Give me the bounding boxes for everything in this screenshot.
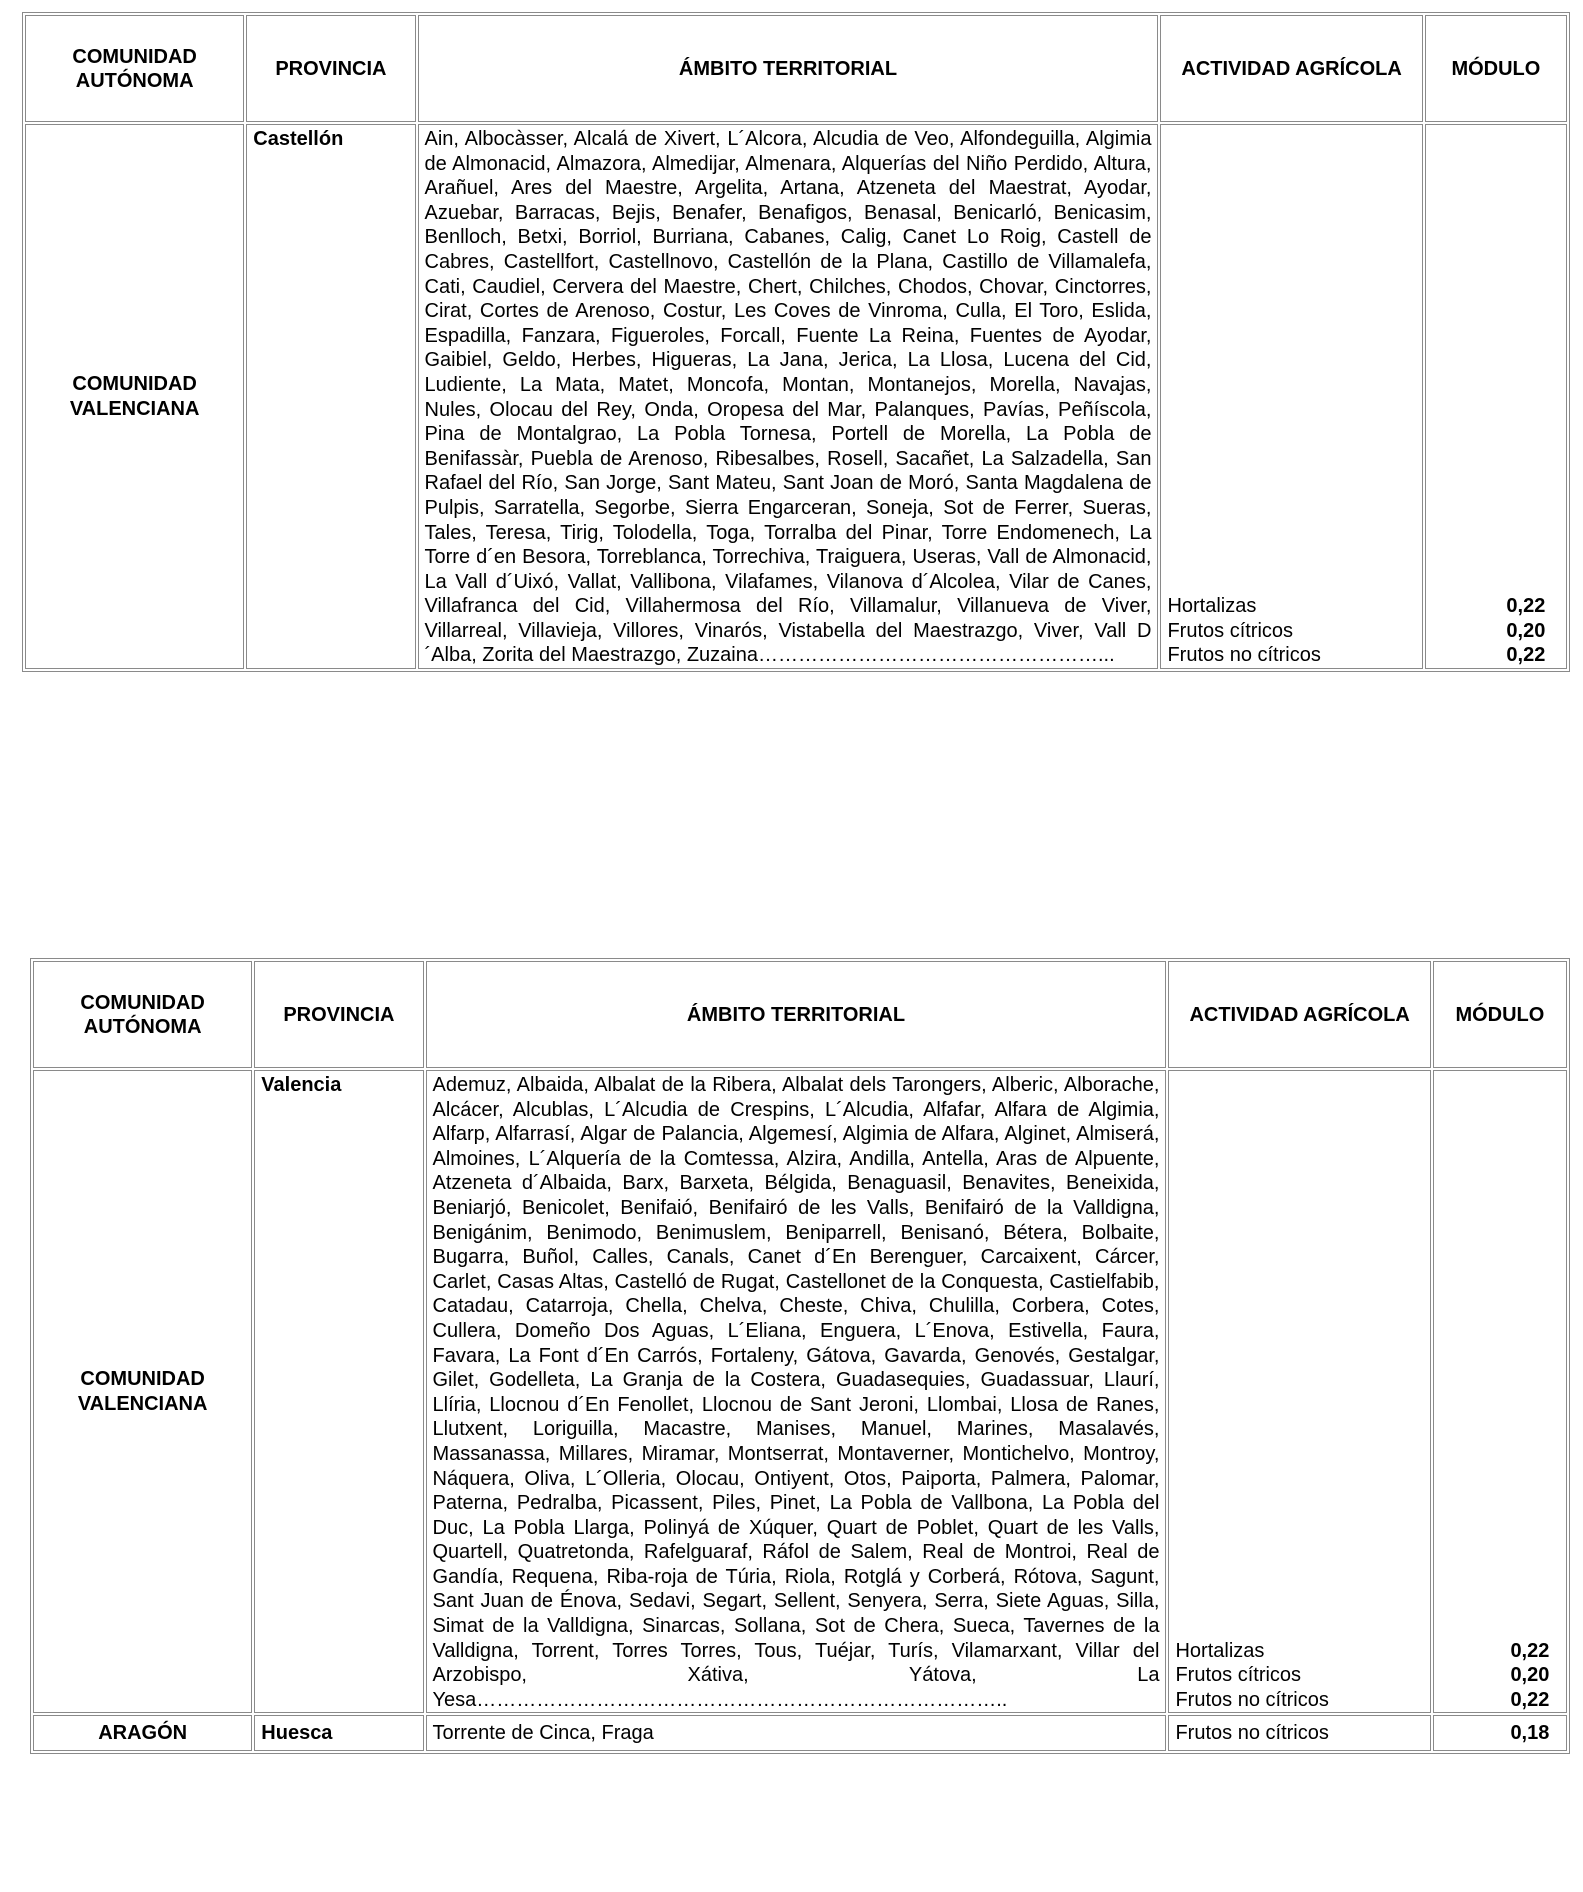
ambito-cell: Ain, Albocàsser, Alcalá de Xivert, L´Alcora, Alcudia de Veo, Alfondeguilla, Algimia de Almonacid, Almazora, Almedijar, Almenara, Alquerías del Niño Perdido, Altura, Arañuel, Ares del Maestre, Argelita, Artana, Atzeneta del Maestrat, Ayodar, Azuebar, Barracas, Bejis, Benafer, Benafigos, Benasal, Benicarló, Benicasim, Benlloch, Betxi, Borriol, Burriana, Cabanes, Calig, Canet Lo Roig, Castell de Cabres, Castellfort, Castellnovo, Castellón de la Plana, Castillo de Villamalefa, Cati, Caudiel, Cervera del Maestre, Chert, Chilches, Chodos, Chovar, Cinctorres, Cirat, Cortes de Arenoso, Costur, Les Coves de Vinroma, Culla, El Toro, Eslida, Espadilla, Fanzara, Figueroles, Forcall, Fuente La Reina, Fuentes de Ayodar, Gaibiel, Geldo, Herbes, Higueras, La Jana, Jerica, La Llosa, Lucena del Cid, Ludiente, La Mata, Matet, Moncofa, Montan, Montanejos, Morella, Navajas, Nules, Olocau del Rey, Onda, Oropesa del Mar, Palanques, Pavías, Peñíscola, Pina de Montalgrao, La Pobla Tornesa, Portell de Morella, La Pobla de Benifassàr, Puebla de Arenoso, Ribesalbes, Rosell, Sacañet, La Salzadella, San Rafael del Río, San Jorge, Sant Mateu, Sant Joan de Moró, Santa Magdalena de Pulpis, Sarratella, Segorbe, Sierra Engarceran, Soneja, Sot de Ferrer, Sueras, Tales, Teresa, Tirig, Tolodella, Toga, Torralba del Pinar, Torre Endomenech, La Torre d´en Besora, Torreblanca, Torrechiva, Traiguera, Useras, Vall de Almonacid, La Vall d´Uixó, Vallat, Vallibona, Vilafames, Vilanova d´Alcolea, Vilar de Canes, Villafranca del Cid, Villahermosa del Río, Villamalur, Villanueva de Viver, Villarreal, Villavieja, Villores, Vinarós, Vistabella del Maestrazgo, Viver, Vall D´Alba, Zorita del Maestrazgo, Zuzaina……………………………………………... bbox=[418, 124, 1159, 669]
provincia-cell: Castellón bbox=[246, 124, 415, 669]
header-actividad: ACTIVIDAD AGRÍCOLA bbox=[1160, 15, 1422, 122]
header-ambito: ÁMBITO TERRITORIAL bbox=[418, 15, 1159, 122]
header-actividad: ACTIVIDAD AGRÍCOLA bbox=[1168, 961, 1430, 1068]
modules-table-valencia bbox=[30, 958, 1570, 1754]
comunidad-cell: COMUNIDAD VALENCIANA bbox=[25, 124, 244, 669]
header-ambito: ÁMBITO TERRITORIAL bbox=[426, 961, 1167, 1068]
provincia-cell: Huesca bbox=[254, 1715, 423, 1751]
header-provincia: PROVINCIA bbox=[246, 15, 415, 122]
actividad-item: Frutos no cítricos bbox=[1175, 1688, 1329, 1711]
table-row bbox=[33, 1070, 1567, 1713]
ambito-cell: Torrente de Cinca, Fraga bbox=[426, 1715, 1167, 1751]
actividad-item: Frutos no cítricos bbox=[1167, 644, 1321, 667]
actividad-cell bbox=[1160, 124, 1422, 669]
modulo-value: 0,22 bbox=[1506, 595, 1546, 618]
modulo-value: 0,20 bbox=[1510, 1664, 1550, 1687]
modulo-cell bbox=[1433, 1070, 1567, 1713]
table-row bbox=[33, 1715, 1567, 1751]
comunidad-cell: ARAGÓN bbox=[33, 1715, 252, 1751]
header-provincia: PROVINCIA bbox=[254, 961, 423, 1068]
provincia-cell: Valencia bbox=[254, 1070, 423, 1713]
actividad-item: Hortalizas bbox=[1175, 1639, 1265, 1662]
header-modulo: MÓDULO bbox=[1433, 961, 1567, 1068]
actividad-item: Frutos cítricos bbox=[1175, 1664, 1302, 1687]
comunidad-cell: COMUNIDAD VALENCIANA bbox=[33, 1070, 252, 1713]
actividad-cell: Frutos no cítricos bbox=[1168, 1715, 1430, 1751]
modulo-value: 0,22 bbox=[1510, 1688, 1550, 1711]
actividad-cell bbox=[1168, 1070, 1430, 1713]
table-header-row bbox=[33, 961, 1567, 1068]
modulo-cell bbox=[1425, 124, 1567, 669]
modules-table-castellon bbox=[22, 12, 1570, 672]
table-header-row bbox=[25, 15, 1567, 122]
actividad-item: Hortalizas bbox=[1167, 595, 1257, 618]
modulo-value: 0,18 bbox=[1433, 1715, 1567, 1751]
table-row bbox=[25, 124, 1567, 669]
modulo-value: 0,22 bbox=[1506, 644, 1546, 667]
modulo-value: 0,22 bbox=[1510, 1639, 1550, 1662]
modulo-value: 0,20 bbox=[1506, 619, 1546, 642]
header-comunidad: COMUNIDAD AUTÓNOMA bbox=[33, 961, 252, 1068]
ambito-cell: Ademuz, Albaida, Albalat de la Ribera, Albalat dels Tarongers, Alberic, Alborache, Alcácer, Alcublas, L´Alcudia de Crespins, L´Alcudia, Alfafar, Alfara de Algimia, Alfarp, Alfarrasí, Algar de Palancia, Algemesí, Algimia de Alfara, Alginet, Almiserá, Almoines, L´Alquería de la Comtessa, Alzira, Andilla, Antella, Aras de Alpuente, Atzeneta d´Albaida, Barx, Barxeta, Bélgida, Benaguasil, Benavites, Beneixida, Beniarjó, Benicolet, Benifaió, Benifairó de les Valls, Benifairó de la Valldigna, Benigánim, Benimodo, Benimuslem, Beniparrell, Benisanó, Bétera, Bolbaite, Bugarra, Buñol, Calles, Canals, Canet d´En Berenguer, Carcaixent, Cárcer, Carlet, Casas Altas, Castelló de Rugat, Castellonet de la Conquesta, Castielfabib, Catadau, Catarroja, Chella, Chelva, Cheste, Chiva, Chulilla, Corbera, Cotes, Cullera, Domeño Dos Aguas, L´Eliana, Enguera, L´Enova, Estivella, Faura, Favara, La Font d´En Carrós, Fortaleny, Gátova, Gavarda, Genovés, Gestalgar, Gilet, Godelleta, La Granja de la Costera, Guadasequies, Guadassuar, Llaurí, Llíria, Llocnou d´En Fenollet, Llocnou de Sant Jeroni, Llombai, Llosa de Ranes, Llutxent, Loriguilla, Macastre, Manises, Manuel, Marines, Masalavés, Massanassa, Millares, Miramar, Montserrat, Montaverner, Montichelvo, Montroy, Náquera, Oliva, L´Olleria, Olocau, Ontiyent, Otos, Paiporta, Palmera, Palomar, Paterna, Pedralba, Picassent, Piles, Pinet, La Pobla de Vallbona, La Pobla del Duc, La Pobla Llarga, Polinyá de Xúquer, Quart de Poblet, Quart de les Valls, Quartell, Quatretonda, Rafelguaraf, Ráfol de Salem, Real de Montroi, Real de Gandía, Requena, Riba-roja de Túria, Riola, Rotglá y Corberá, Rótova, Sagunt, Sant Juan de Énova, Sedavi, Segart, Sellent, Senyera, Serra, Siete Aguas, Silla, Simat de la Valldigna, Sinarcas, Sollana, Sot de Chera, Sueca, Tavernes de la Valldigna, Torrent, Torres Torres, Tous, Tuéjar, Turís, Vilamarxant, Villar del Arzobispo, Xátiva, Yátova, La Yesa…………………………………………………………………….. bbox=[426, 1070, 1167, 1713]
actividad-item: Frutos cítricos bbox=[1167, 619, 1294, 642]
header-comunidad: COMUNIDAD AUTÓNOMA bbox=[25, 15, 244, 122]
header-modulo: MÓDULO bbox=[1425, 15, 1567, 122]
